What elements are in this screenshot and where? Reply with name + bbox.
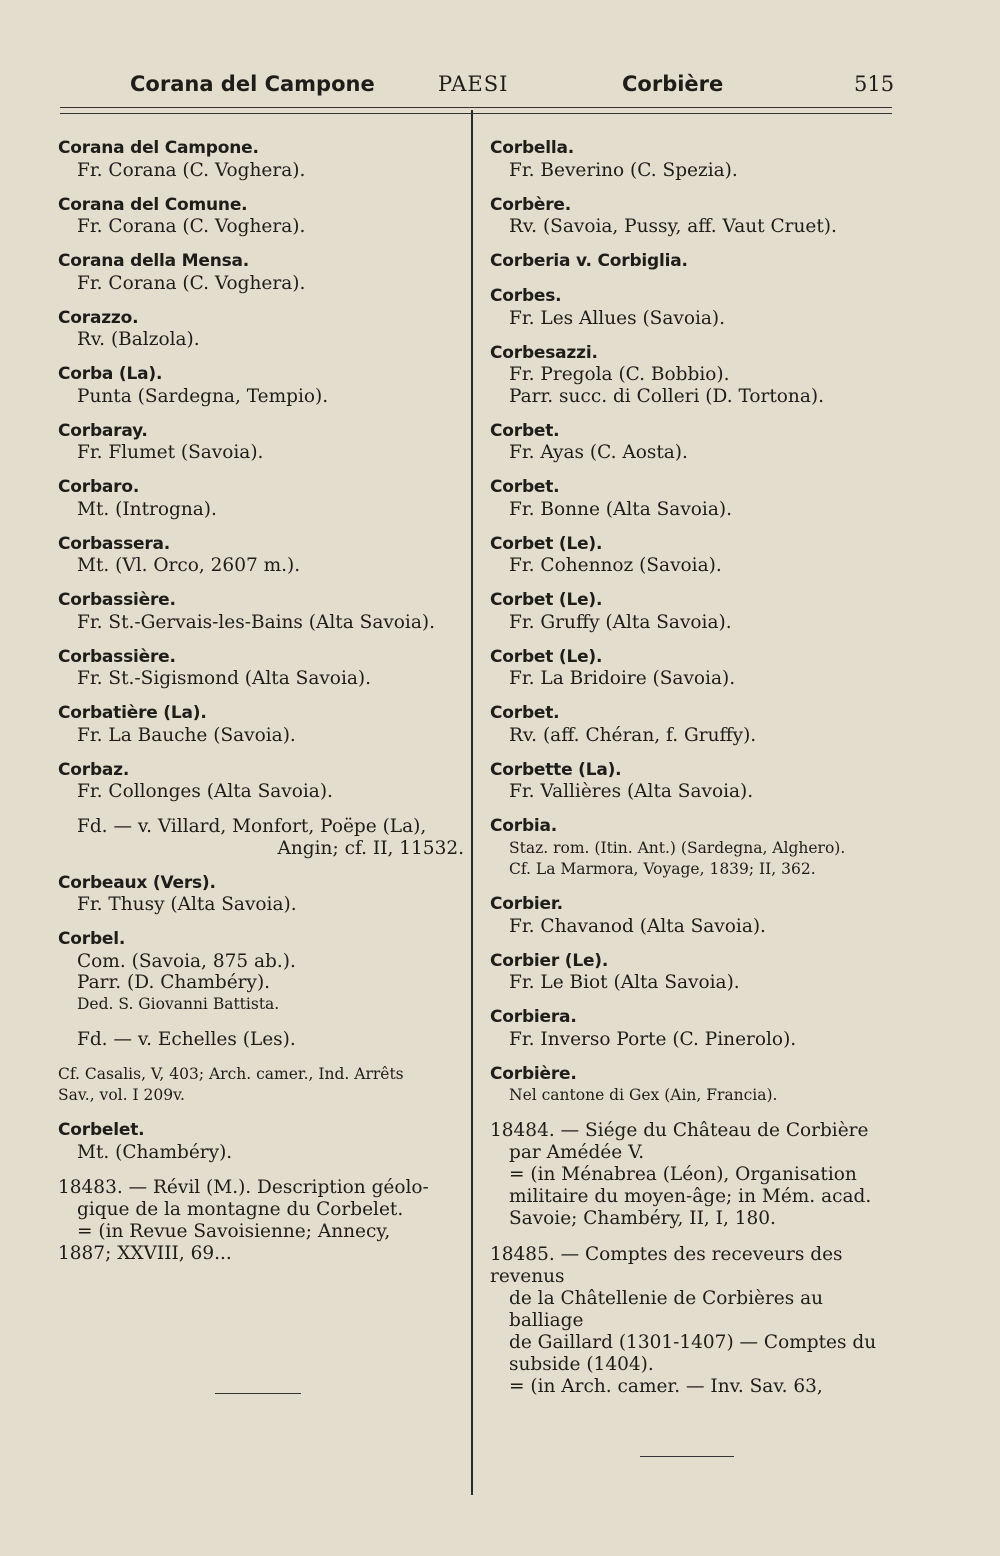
gazetteer-entry — [58, 873, 470, 916]
gazetteer-entry — [58, 703, 470, 746]
gazetteer-entry — [490, 703, 900, 746]
biblio-line: Savoie; Chambéry, II, I, 180. — [509, 1208, 776, 1229]
entry-line: Fr. Collonges (Alta Savoia). — [77, 781, 333, 802]
entry-heading: Corbet. — [490, 703, 560, 723]
gazetteer-entry — [490, 286, 900, 329]
entry-line: Com. (Savoia, 875 ab.). — [77, 950, 296, 972]
entry-reference: Sav., vol. I 209v. — [58, 1086, 185, 1104]
entry-line: Punta (Sardegna, Tempio). — [77, 385, 329, 407]
entry-heading: Corbère. — [490, 194, 572, 215]
gazetteer-entry — [490, 251, 900, 273]
gazetteer-entry — [58, 251, 470, 294]
entry-heading: Corbelet. — [58, 1120, 145, 1140]
entry-heading: Corbette (La). — [490, 759, 622, 780]
entry-line: Fr. Vallières (Alta Savoia). — [509, 781, 754, 802]
entry-heading: Corbet. — [490, 477, 560, 497]
bibliography-entry — [58, 1177, 470, 1265]
biblio-line: de Gaillard (1301-1407) — Comptes du — [509, 1331, 877, 1353]
gazetteer-entry — [58, 477, 470, 520]
entry-heading: Corbiera. — [490, 1007, 577, 1027]
gazetteer-entry — [490, 951, 900, 994]
gazetteer-entry — [58, 1064, 470, 1107]
entry-heading: Corbatière (La). — [58, 703, 207, 723]
left-column — [58, 138, 470, 1278]
entry-heading: Corazzo. — [58, 307, 139, 328]
entry-note: Staz. rom. (Itin. Ant.) (Sardegna, Alghero). — [509, 838, 846, 857]
entry-line: Mt. (Vl. Orco, 2607 m.). — [77, 555, 301, 576]
gazetteer-entry — [490, 647, 900, 690]
entry-heading: Corbella. — [490, 138, 575, 158]
entry-reference: Cf. Casalis, V, 403; Arch. camer., Ind. Arrêts — [58, 1064, 404, 1083]
gazetteer-entry — [58, 364, 470, 407]
right-column — [490, 138, 900, 1411]
gazetteer-entry — [58, 421, 470, 464]
bibliography-entry — [490, 1120, 900, 1230]
entry-line: Fr. Cohennoz (Savoia). — [509, 555, 722, 576]
running-header — [60, 72, 895, 108]
entry-line: Fr. St.-Gervais-les-Bains (Alta Savoia). — [77, 611, 435, 633]
entry-heading: Corbaray. — [58, 420, 148, 441]
biblio-first-line: 18485. — Comptes des receveurs des revenus — [490, 1243, 843, 1287]
entry-line: Fr. Thusy (Alta Savoia). — [77, 894, 297, 915]
biblio-first-line: 18484. — Siége du Château de Corbière — [490, 1120, 869, 1141]
entry-heading: Corbassera. — [58, 533, 171, 554]
gazetteer-entry — [58, 760, 470, 803]
entry-line: Fr. Pregola (C. Bobbio). — [509, 364, 730, 385]
entry-line: Fr. St.-Sigismond (Alta Savoia). — [77, 668, 371, 689]
entry-heading: Corbes. — [490, 286, 562, 306]
gazetteer-entry — [490, 421, 900, 464]
gazetteer-entry — [58, 1120, 470, 1163]
header-section: PAESI — [438, 72, 509, 96]
gazetteer-entry — [58, 816, 470, 859]
entry-line: Fr. Ayas (C. Aosta). — [509, 442, 688, 463]
entry-line: Fr. Le Biot (Alta Savoia). — [509, 972, 740, 993]
biblio-line: de la Châtellenie de Corbières au balliage — [509, 1287, 824, 1331]
entry-line: Fr. Corana (C. Voghera). — [77, 272, 306, 294]
header-rule-thin — [60, 113, 892, 114]
entry-heading: Corbassière. — [58, 590, 176, 610]
gazetteer-entry — [490, 1064, 900, 1107]
gazetteer-entry — [490, 1007, 900, 1050]
entry-line: Fr. Corana (C. Voghera). — [77, 216, 306, 237]
entry-line: Rv. (Savoia, Pussy, aff. Vaut Cruet). — [509, 216, 837, 237]
entry-line: Parr. succ. di Colleri (D. Tortona). — [509, 385, 824, 407]
header-right-title: Corbière — [622, 72, 724, 96]
biblio-line: = (in Arch. camer. — Inv. Sav. 63, — [509, 1375, 823, 1397]
gazetteer-entry — [58, 1029, 470, 1051]
header-rule — [60, 107, 892, 108]
entry-line: Fr. Gruffy (Alta Savoia). — [509, 611, 732, 633]
entry-heading: Corberia v. Corbiglia. — [490, 251, 688, 271]
entry-heading: Corba (La). — [58, 364, 163, 384]
gazetteer-entry — [490, 894, 900, 937]
entry-heading: Corbière. — [490, 1063, 577, 1084]
entry-line: Mt. (Introgna). — [77, 498, 217, 520]
end-rule-right — [640, 1456, 734, 1457]
gazetteer-entry — [58, 138, 470, 181]
column-separator — [471, 110, 473, 1495]
biblio-line: par Amédée V. — [509, 1142, 645, 1163]
entry-heading: Corana del Comune. — [58, 194, 248, 215]
entry-line: Mt. (Chambéry). — [77, 1141, 233, 1163]
biblio-line: = (in Ménabrea (Léon), Organisation — [509, 1164, 857, 1185]
entry-heading: Corbassière. — [58, 646, 176, 667]
biblio-last-line: 1887; XXVIII, 69... — [58, 1242, 232, 1264]
entry-heading: Corana della Mensa. — [58, 251, 250, 271]
header-left-title: Corana del Campone — [130, 72, 375, 96]
bibliography-entry — [490, 1244, 900, 1398]
end-rule-left — [215, 1393, 301, 1394]
gazetteer-entry — [490, 760, 900, 803]
gazetteer-entry — [58, 534, 470, 577]
entry-line: Rv. (Balzola). — [77, 329, 200, 350]
biblio-line: gique de la montagne du Corbelet. — [77, 1198, 404, 1220]
gazetteer-entry — [58, 647, 470, 690]
entry-note: Nel cantone di Gex (Ain, Francia). — [509, 1086, 778, 1104]
entry-heading: Corbier (Le). — [490, 950, 609, 971]
gazetteer-entry — [490, 343, 900, 408]
entry-note: Ded. S. Giovanni Battista. — [77, 994, 280, 1013]
gazetteer-entry — [58, 308, 470, 351]
entry-line: Fr. Beverino (C. Spezia). — [509, 159, 738, 181]
entry-heading: Corbet (Le). — [490, 533, 603, 554]
entry-line: Fr. Corana (C. Voghera). — [77, 159, 306, 181]
entry-note: Cf. La Marmora, Voyage, 1839; II, 362. — [509, 860, 816, 878]
entry-heading: Corbia. — [490, 816, 558, 836]
biblio-line: militaire du moyen-âge; in Mém. acad. — [509, 1186, 872, 1207]
gazetteer-entry — [490, 477, 900, 520]
entry-line: Fd. — v. Villard, Monfort, Poëpe (La), — [77, 816, 427, 837]
entry-line: Rv. (aff. Chéran, f. Gruffy). — [509, 724, 757, 746]
entry-line: Fr. La Bauche (Savoia). — [77, 724, 296, 746]
biblio-first-line: 18483. — Révil (M.). Description géolo- — [58, 1176, 429, 1198]
entry-line: Fr. Chavanod (Alta Savoia). — [509, 915, 766, 937]
entry-heading: Corbet. — [490, 420, 560, 441]
entry-heading: Corbaro. — [58, 477, 140, 497]
page-number: 515 — [854, 72, 895, 96]
entry-heading: Corana del Campone. — [58, 138, 259, 158]
gazetteer-entry — [58, 195, 470, 238]
entry-heading: Corbier. — [490, 894, 563, 914]
biblio-line: subside (1404). — [509, 1353, 654, 1375]
gazetteer-entry — [490, 534, 900, 577]
entry-line: Fd. — v. Echelles (Les). — [77, 1028, 296, 1050]
gazetteer-entry — [490, 195, 900, 238]
entry-line: Fr. Bonne (Alta Savoia). — [509, 498, 732, 520]
entry-line: Fr. Inverso Porte (C. Pinerolo). — [509, 1028, 797, 1050]
entry-heading: Corbet (Le). — [490, 646, 603, 667]
entry-line: Parr. (D. Chambéry). — [77, 972, 271, 993]
entry-heading: Corbesazzi. — [490, 342, 598, 363]
entry-line-continued: Angin; cf. II, 11532. — [277, 837, 464, 859]
entry-heading: Corbel. — [58, 929, 126, 949]
entry-heading: Corbet (Le). — [490, 590, 603, 610]
entry-heading: Corbaz. — [58, 759, 130, 780]
biblio-line: = (in Revue Savoisienne; Annecy, — [77, 1220, 391, 1242]
entry-line: Fr. La Bridoire (Savoia). — [509, 668, 736, 689]
gazetteer-entry — [490, 138, 900, 181]
gazetteer-entry — [490, 590, 900, 633]
entry-line: Fr. Les Allues (Savoia). — [509, 307, 726, 329]
gazetteer-entry — [58, 590, 470, 633]
gazetteer-entry — [58, 929, 470, 1015]
entry-heading: Corbeaux (Vers). — [58, 872, 216, 893]
entry-line: Fr. Flumet (Savoia). — [77, 442, 264, 463]
gazetteer-entry — [490, 816, 900, 881]
